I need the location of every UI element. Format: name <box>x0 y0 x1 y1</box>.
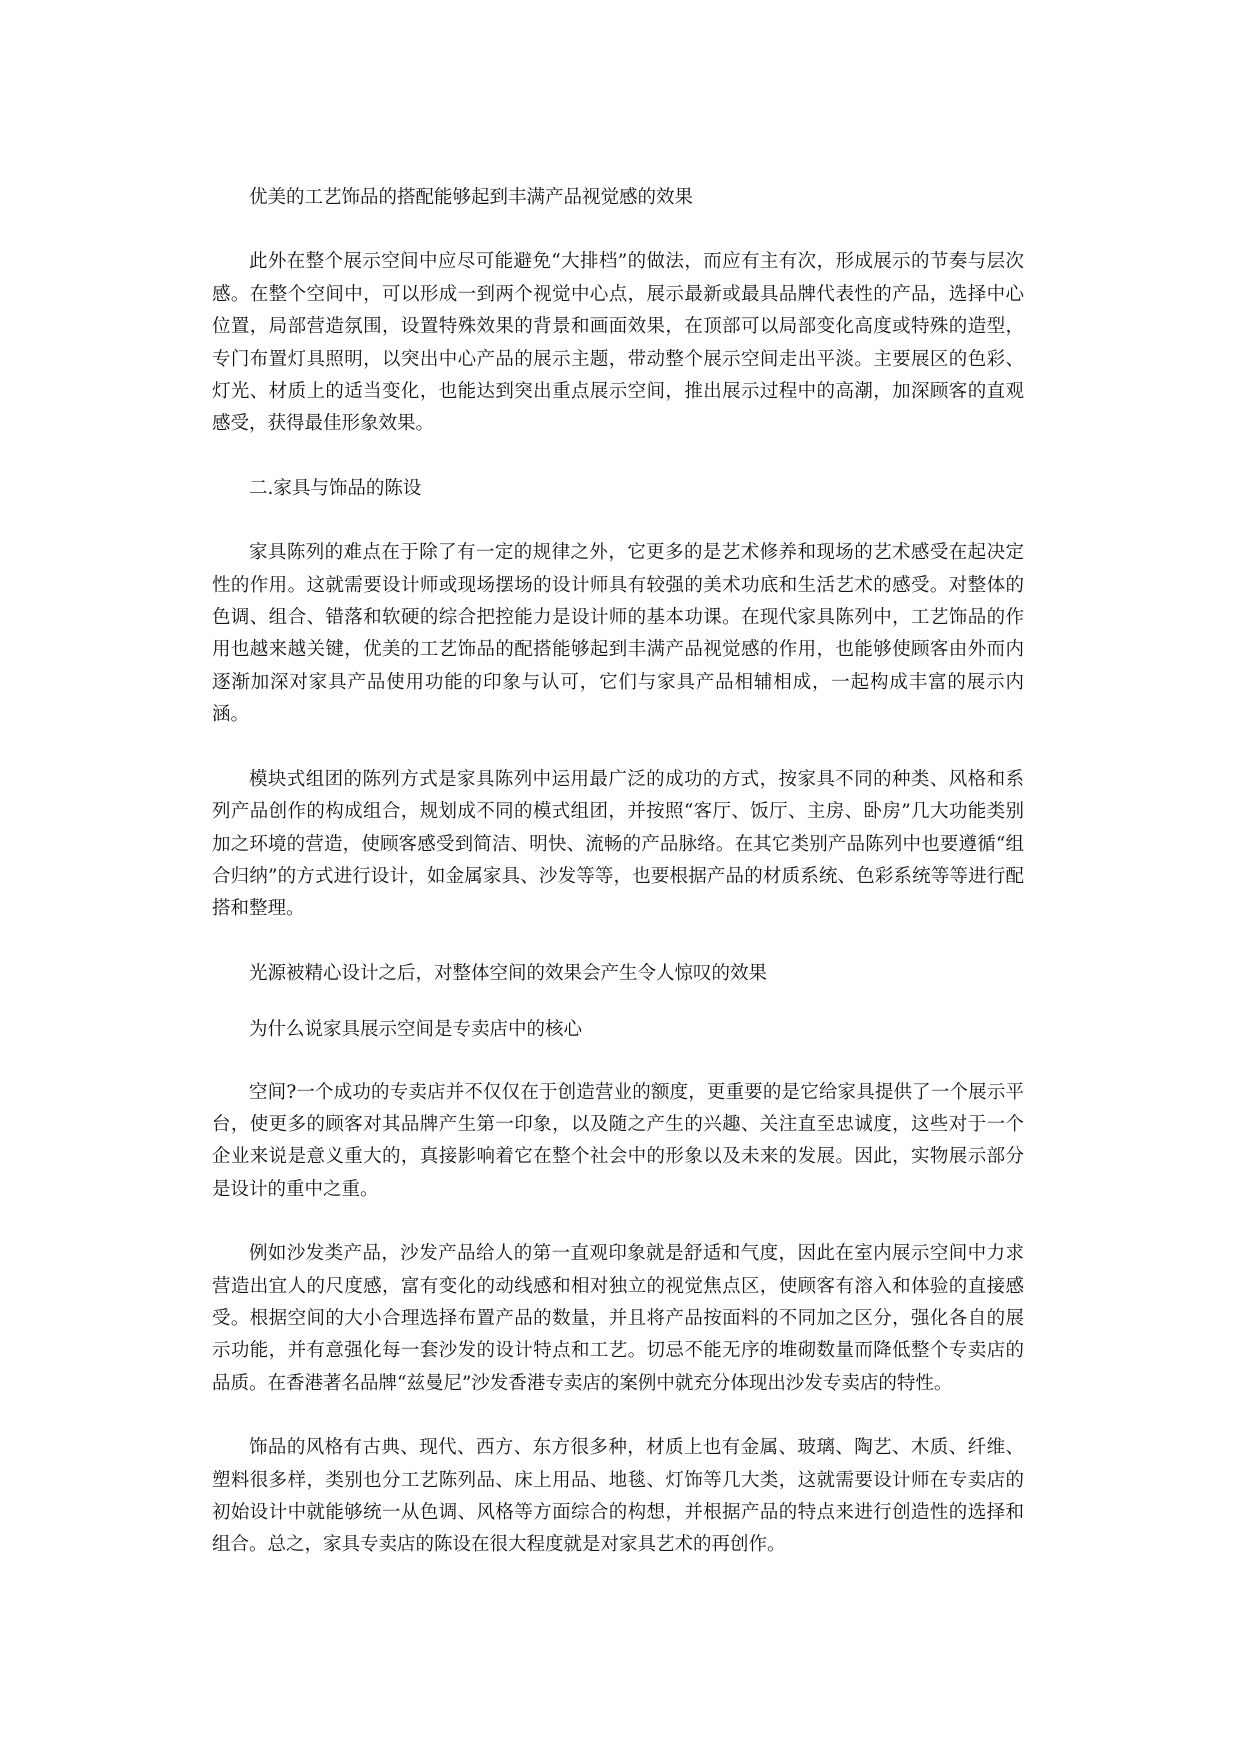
paragraph-decor-effect: 优美的工艺饰品的搭配能够起到丰满产品视觉感的效果 <box>249 187 694 208</box>
section-heading-furniture-decor: 二.家具与饰品的陈设 <box>249 477 422 499</box>
paragraph-decor-styles: 饰品的风格有古典、现代、西方、东方很多种，材质上也有金属、玻璃、陶艺、木质、纤维、塑料很多样，类别也分工艺陈列品、床上用品、地毯、灯饰等几大类，这就需要设计师在专卖店的初始设计中就能够统一从色调、风格等方面综合的构想，并根据产品的特点来进行创造性的选择和组合。总之，家具专卖店的陈设在很大程度就是对家具艺术的再创作。 <box>212 1437 1024 1556</box>
paragraph-lighting-effect: 光源被精心设计之后，对整体空间的效果会产生令人惊叹的效果 <box>249 962 768 984</box>
paragraph-modular-display: 模块式组团的陈列方式是家具陈列中运用最广泛的成功的方式，按家具不同的种类、风格和系列产品创作的构成组合，规划成不同的模式组团，并按照“客厅、饭厅、主房、卧房”几大功能类别加之环境的营造，使顾客感受到简洁、明快、流畅的产品脉络。在其它类别产品陈列中也要遵循“组合归纳”的方式进行设计，如金属家具、沙发等等，也要根据产品的材质系统、色彩系统等等进行配搭和整理。 <box>212 768 1024 920</box>
paragraph-sofa-products: 例如沙发类产品，沙发产品给人的第一直观印象就是舒适和气度，因此在室内展示空间中力求营造出宜人的尺度感，富有变化的动线感和相对独立的视觉焦点区，使顾客有溶入和体验的直接感受。根据空间的大小合理选择布置产品的数量，并且将产品按面料的不同加之区分，强化各自的展示功能，并有意强化每一套沙发的设计特点和工艺。切忌不能无序的堆砌数量而降低整个专卖店的品质。在香港著名品牌“兹曼尼”沙发香港专卖店的案例中就充分体现出沙发专卖店的特性。 <box>212 1243 1024 1394</box>
document-body <box>212 182 1024 1562</box>
paragraph-store-platform: 空间?一个成功的专卖店并不仅仅在于创造营业的额度，更重要的是它给家具提供了一个展示平台，使更多的顾客对其品牌产生第一印象，以及随之产生的兴趣、关注直至忠诚度，这些对于一个企业来说是意义重大的，真接影响着它在整个社会中的形象以及未来的发展。因此，实物展示部分是设计的重中之重。 <box>212 1081 1024 1200</box>
paragraph-focal-points: 此外在整个展示空间中应尽可能避免“大排档”的做法，而应有主有次，形成展示的节奏与层次感。在整个空间中，可以形成一到两个视觉中心点，展示最新或最具品牌代表性的产品，选择中心位置，局部营造氛围，设置特殊效果的背景和画面效果，在顶部可以局部变化高度或特殊的造型，专门布置灯具照明，以突出中心产品的展示主题，带动整个展示空间走出平淡。主要展区的色彩、灯光、材质上的适当变化，也能达到突出重点展示空间，推出展示过程中的高潮，加深顾客的直观感受，获得最佳形象效果。 <box>212 251 1024 435</box>
paragraph-display-difficulty: 家具陈列的难点在于除了有一定的规律之外，它更多的是艺术修养和现场的艺术感受在起决定性的作用。这就需要设计师或现场摆场的设计师具有较强的美术功底和生活艺术的感受。对整体的色调、组合、错落和软硬的综合把控能力是设计师的基本功课。在现代家具陈列中，工艺饰品的作用也越来越关键，优美的工艺饰品的配搭能够起到丰满产品视觉感的作用，也能够使顾客由外而内逐渐加深对家具产品使用功能的印象与认可，它们与家具产品相辅相成，一起构成丰富的展示内涵。 <box>212 542 1024 726</box>
paragraph-core-space-question: 为什么说家具展示空间是专卖店中的核心 <box>249 1019 583 1041</box>
